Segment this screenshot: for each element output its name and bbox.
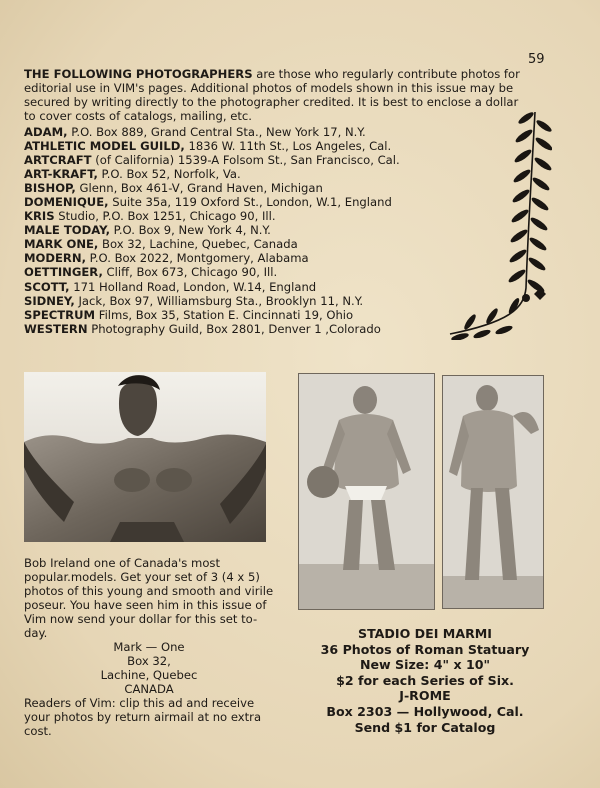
intro-lead: THE FOLLOWING PHOTOGRAPHERS	[24, 67, 253, 81]
mark-one-ad-text: Bob Ireland one of Canada's most popular.models. Get your set of 3 (4 x 5) photos of this young and smooth and virile poseur. You have seen him in this issue of Vim now send your dollar for this set to-day.	[24, 556, 274, 640]
ad-line: 36 Photos of Roman Statuary	[320, 641, 530, 657]
page-number: 59	[528, 52, 545, 67]
list-item	[24, 251, 504, 265]
list-item	[24, 209, 504, 223]
list-item	[24, 139, 504, 153]
photographer-name: WESTERN	[24, 321, 88, 336]
list-item	[24, 223, 504, 237]
photographer-name: MARK ONE,	[24, 237, 99, 252]
photographer-name: BISHOP,	[24, 181, 76, 196]
statue-photo-2	[442, 375, 544, 609]
list-item	[24, 308, 504, 322]
photographer-name: ADAM,	[24, 125, 68, 139]
photographer-name: OETTINGER,	[24, 265, 103, 280]
statue-photo-1	[298, 373, 435, 610]
list-item	[24, 195, 504, 209]
photographer-name: MODERN,	[24, 251, 86, 266]
statue-figure-icon	[299, 374, 434, 609]
photographer-name: ATHLETIC MODEL GUILD,	[24, 139, 185, 154]
photographer-address: Films, Box 35, Station E. Cincinnati 19, Ohio	[95, 307, 354, 322]
list-item	[24, 237, 504, 251]
list-item	[24, 167, 504, 181]
list-item	[24, 125, 504, 139]
photographer-name: SIDNEY,	[24, 293, 75, 308]
photographer-address: Box 32, Lachine, Quebec, Canada	[98, 237, 298, 252]
readers-note: Readers of Vim: clip this ad and receive your photos by return airmail at no extra cost.	[24, 696, 262, 738]
address-line: CANADA	[124, 682, 174, 696]
photographer-name: SCOTT,	[24, 279, 70, 294]
statue-figure-icon	[443, 376, 543, 608]
photographer-address: 171 Holland Road, London, W.14, England	[69, 279, 317, 294]
photographer-address: Photography Guild, Box 2801, Denver 1 ,Colorado	[87, 321, 381, 336]
list-item	[24, 280, 504, 294]
photographer-address: P.O. Box 2022, Montgomery, Alabama	[85, 251, 309, 266]
ad-line: Box 2303 — Hollywood, Cal.	[326, 703, 524, 719]
ad-line: Send $1 for Catalog	[354, 719, 496, 735]
photographer-address: P.O. Box 52, Norfolk, Va.	[97, 167, 241, 182]
photographer-address: (of California) 1539-A Folsom St., San Francisco, Cal.	[91, 153, 400, 168]
laurel-ornament-icon	[440, 108, 552, 340]
photographer-address: Suite 35a, 119 Oxford St., London, W.1, England	[108, 195, 392, 210]
photographer-address: Studio, P.O. Box 1251, Chicago 90, Ill.	[54, 209, 276, 224]
photographer-list	[24, 125, 504, 336]
photographer-name: DOMENIQUE,	[24, 195, 109, 210]
model-figure-icon	[24, 372, 266, 542]
model-photo	[24, 372, 266, 542]
photographer-name: MALE TODAY,	[24, 223, 110, 238]
list-item	[24, 181, 504, 195]
photographer-name: SPECTRUM	[24, 307, 96, 322]
photographer-address: Jack, Box 97, Williamsburg Sta., Brooklyn 11, N.Y.	[74, 293, 364, 308]
photographer-name: ARTCRAFT	[24, 153, 92, 168]
list-item	[24, 322, 504, 336]
photographer-address: Glenn, Box 461-V, Grand Haven, Michigan	[75, 181, 323, 196]
ad-line: J-ROME	[399, 688, 451, 704]
ad-line: $2 for each Series of Six.	[336, 672, 514, 688]
address-line: Box 32,	[127, 654, 171, 668]
list-item	[24, 265, 504, 279]
photographer-address: P.O. Box 9, New York 4, N.Y.	[109, 223, 271, 238]
ad-line: STADIO DEI MARMI	[358, 626, 492, 641]
photographer-address: P.O. Box 889, Grand Central Sta., New York 17, N.Y.	[67, 125, 366, 139]
photographer-address: Cliff, Box 673, Chicago 90, Ill.	[102, 265, 278, 280]
photographer-address: 1836 W. 11th St., Los Angeles, Cal.	[184, 139, 392, 154]
photographer-name: ART-KRAFT,	[24, 167, 98, 182]
address-line: Lachine, Quebec	[100, 668, 198, 682]
list-item	[24, 294, 504, 308]
address-line: Mark — One	[113, 640, 185, 654]
mark-one-address	[24, 640, 274, 696]
list-item	[24, 153, 504, 167]
ad-line: New Size: 4" x 10"	[359, 657, 491, 673]
intro-text: are those who regularly contribute photos for editorial use in VIM's pages. Additional photos of models shown in this issue may be secured by writing directly to the photographer credited. It is best to enclose a dollar to cover costs of catalogs, mailing, etc.	[24, 67, 520, 123]
photographer-name: KRIS	[24, 209, 55, 224]
stadio-dei-marmi-ad	[296, 626, 554, 735]
